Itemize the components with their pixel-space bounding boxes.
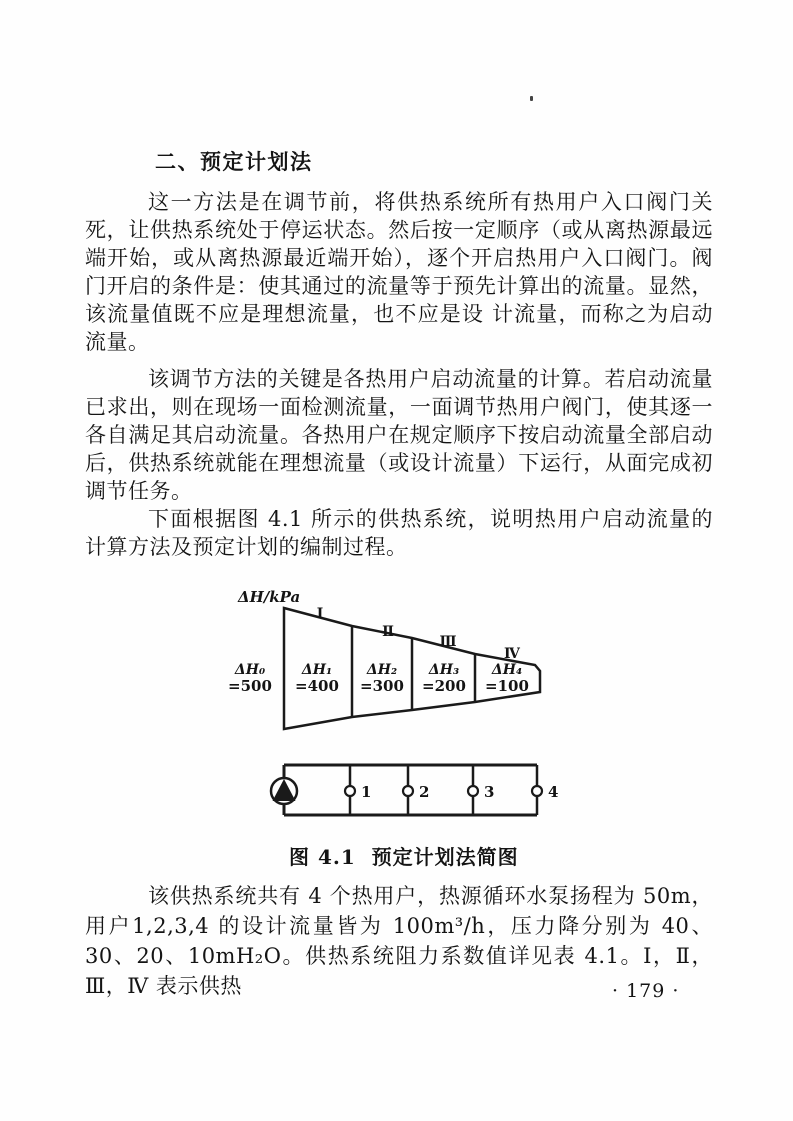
- body-text: [85, 188, 713, 561]
- section-heading: 二、预定计划法: [155, 149, 313, 174]
- user-label-3: 3: [484, 783, 495, 801]
- scan-speck: [530, 96, 533, 101]
- figure-caption: 图 4.1 预定计划法简图: [289, 845, 519, 869]
- pressure-value: =200: [422, 677, 466, 695]
- segment-label-IV: Ⅳ: [504, 646, 520, 662]
- pressure-label-H4: [485, 662, 529, 695]
- pressure-symbol: ΔH₂: [366, 662, 398, 678]
- pressure-value: =300: [360, 677, 404, 695]
- pressure-label-H2: [360, 662, 404, 695]
- paragraph-2: 该调节方法的关键是各热用户启动流量的计算。若启动流量已求出，则在现场一面检测流量，一面调节热用户阀门，使其逐一各自满足其启动流量。各热用户在规定顺序下按启动流量全部启动后，供热系统就能在理想流量（或设计流量）下运行，从面完成初调节任务。: [85, 367, 713, 503]
- valve-icon-4: [532, 786, 542, 796]
- segment-label-I: Ⅰ: [316, 606, 324, 622]
- paragraph-1: 这一方法是在调节前，将供热系统所有热用户入口阀门关死，让供热系统处于停运状态。然后按一定顺序（或从离热源最远端开始，或从离热源最近端开始），逐个开启热用户入口阀门。阀门开启的条件是：使其通过的流量等于预先计算出的流量。显然，该流量值既不应是理想流量，也不应是设 计流量，而称之为启动流量。: [85, 190, 713, 354]
- pressure-value: =100: [485, 677, 529, 695]
- segment-label-II: Ⅱ: [382, 624, 394, 640]
- segment-label-III: Ⅲ: [439, 634, 457, 650]
- pressure-label-H3: [422, 662, 466, 695]
- pressure-symbol: ΔH₀: [234, 662, 266, 678]
- user-label-1: 1: [361, 783, 372, 801]
- valve-icon-2: [403, 786, 413, 796]
- paragraph-4: 该供热系统共有 4 个热用户，热源循环水泵扬程为 50m，用户1,2,3,4 的设计流量皆为 100m³/h，压力降分别为 40、30、20、10mH₂O。供热系统阻力系数值详见表 4.1。Ⅰ，Ⅱ，Ⅲ，Ⅳ 表示供热: [85, 884, 713, 998]
- paragraph-3: 下面根据图 4.1 所示的供热系统，说明热用户启动流量的计算方法及预定计划的编制过程。: [85, 507, 713, 559]
- pressure-label-H1: [295, 662, 339, 695]
- pressure-symbol: ΔH₄: [491, 662, 523, 678]
- valve-icon-1: [345, 786, 355, 796]
- valve-icon-3: [468, 786, 478, 796]
- page-number: · 179 ·: [612, 980, 680, 1002]
- axis-label: ΔH/kPa: [238, 588, 301, 606]
- pressure-symbol: ΔH₁: [301, 662, 333, 678]
- pressure-symbol: ΔH₃: [428, 662, 460, 678]
- pressure-value: =400: [295, 677, 339, 695]
- user-label-2: 2: [419, 783, 430, 801]
- network-schematic: [271, 765, 558, 815]
- pump-icon: [271, 778, 297, 804]
- pressure-profile: [228, 588, 540, 729]
- pressure-label-H0: [228, 662, 272, 695]
- user-label-4: 4: [548, 783, 559, 801]
- figure-4-1-diagram: [200, 578, 560, 840]
- pressure-value: =500: [228, 677, 272, 695]
